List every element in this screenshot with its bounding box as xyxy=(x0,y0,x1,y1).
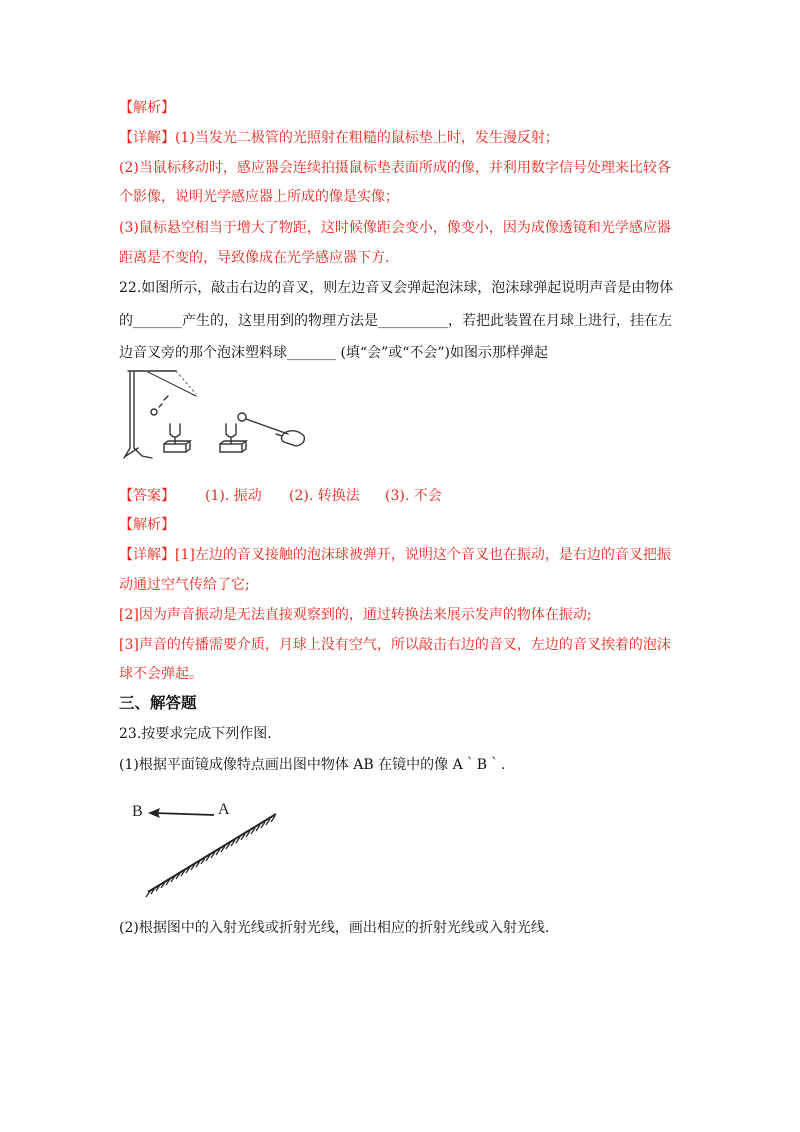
xiangjie-tag-1: 【详解】 xyxy=(119,130,175,146)
q22-line-1: 22.如图所示，敲击右边的音叉，则左边音叉会弹起泡沫球，泡沫球弹起说明声音是由物体 xyxy=(119,280,674,296)
q23-title: 23.按要求完成下列作图. xyxy=(119,726,272,742)
answer-tag: 【答案】 xyxy=(119,488,175,504)
q23-part1: (1)根据平面镜成像特点画出图中物体 AB 在镜中的像 A｀B｀. xyxy=(119,757,506,773)
explain-line-3: 个影像，说明光学感应器上所成的像是实像； xyxy=(119,189,399,205)
label-a: A xyxy=(218,801,230,818)
mirror-figure xyxy=(128,796,288,902)
explain2-line-2: 动通过空气传给了它; xyxy=(119,577,250,593)
label-b: B xyxy=(132,803,143,820)
mirror-hatching xyxy=(146,816,275,897)
answer-1: (1). 振动 xyxy=(205,488,262,504)
xiangjie-line-1 xyxy=(119,128,559,148)
answer-2: (2). 转换法 xyxy=(289,488,360,504)
q23-part2: (2)根据图中的入射光线或折射光线，画出相应的折射光线或入射光线. xyxy=(119,920,550,936)
mirror-line xyxy=(148,814,276,892)
jiexi-tag-1: 【解析】 xyxy=(119,100,175,116)
xiangjie-text-2: [1]左边的音叉接触的泡沫球被弹开，说明这个音叉也在振动，是右边的音叉把振 xyxy=(175,547,671,563)
xiangjie-text-1: (1)当发光二极管的光照射在粗糙的鼠标垫上时，发生漫反射； xyxy=(175,130,559,146)
object-arrow xyxy=(154,813,214,815)
explain2-line-5: 球不会弹起。 xyxy=(119,666,203,682)
q22-line-3: 边音叉旁的那个泡沫塑料球_______ (填“会”或“不会”)如图示那样弹起 xyxy=(119,345,549,361)
explain-line-2: (2)当鼠标移动时，感应器会连续拍摄鼠标垫表面所成的像，并利用数字信号处理来比较各 xyxy=(119,160,671,176)
xiangjie-line-2 xyxy=(119,545,671,565)
section-heading: 三、解答题 xyxy=(119,693,197,712)
answer-3: (3). 不会 xyxy=(385,488,442,504)
xiangjie-tag-2: 【详解】 xyxy=(119,547,175,563)
tuning-fork-figure xyxy=(118,362,308,462)
answer-line-22 xyxy=(119,486,442,506)
explain-line-4: (3)鼠标悬空相当于增大了物距，这时候像距会变小，像变小，因为成像透镜和光学感应器 xyxy=(119,220,671,236)
explain2-line-3: [2]因为声音振动是无法直接观察到的，通过转换法来展示发声的物体在振动; xyxy=(119,607,592,623)
explain2-line-4: [3]声音的传播需要介质，月球上没有空气，所以敲击右边的音叉，左边的音叉挨着的泡沫 xyxy=(119,637,671,653)
q22-line-2: 的_______产生的，这里用到的物理方法是__________，若把此装置在月球上进行，挂在左 xyxy=(119,313,672,329)
explain-line-5: 距离是不变的，导致像成在光学感应器下方. xyxy=(119,250,390,266)
jiexi-tag-2: 【解析】 xyxy=(119,517,175,533)
